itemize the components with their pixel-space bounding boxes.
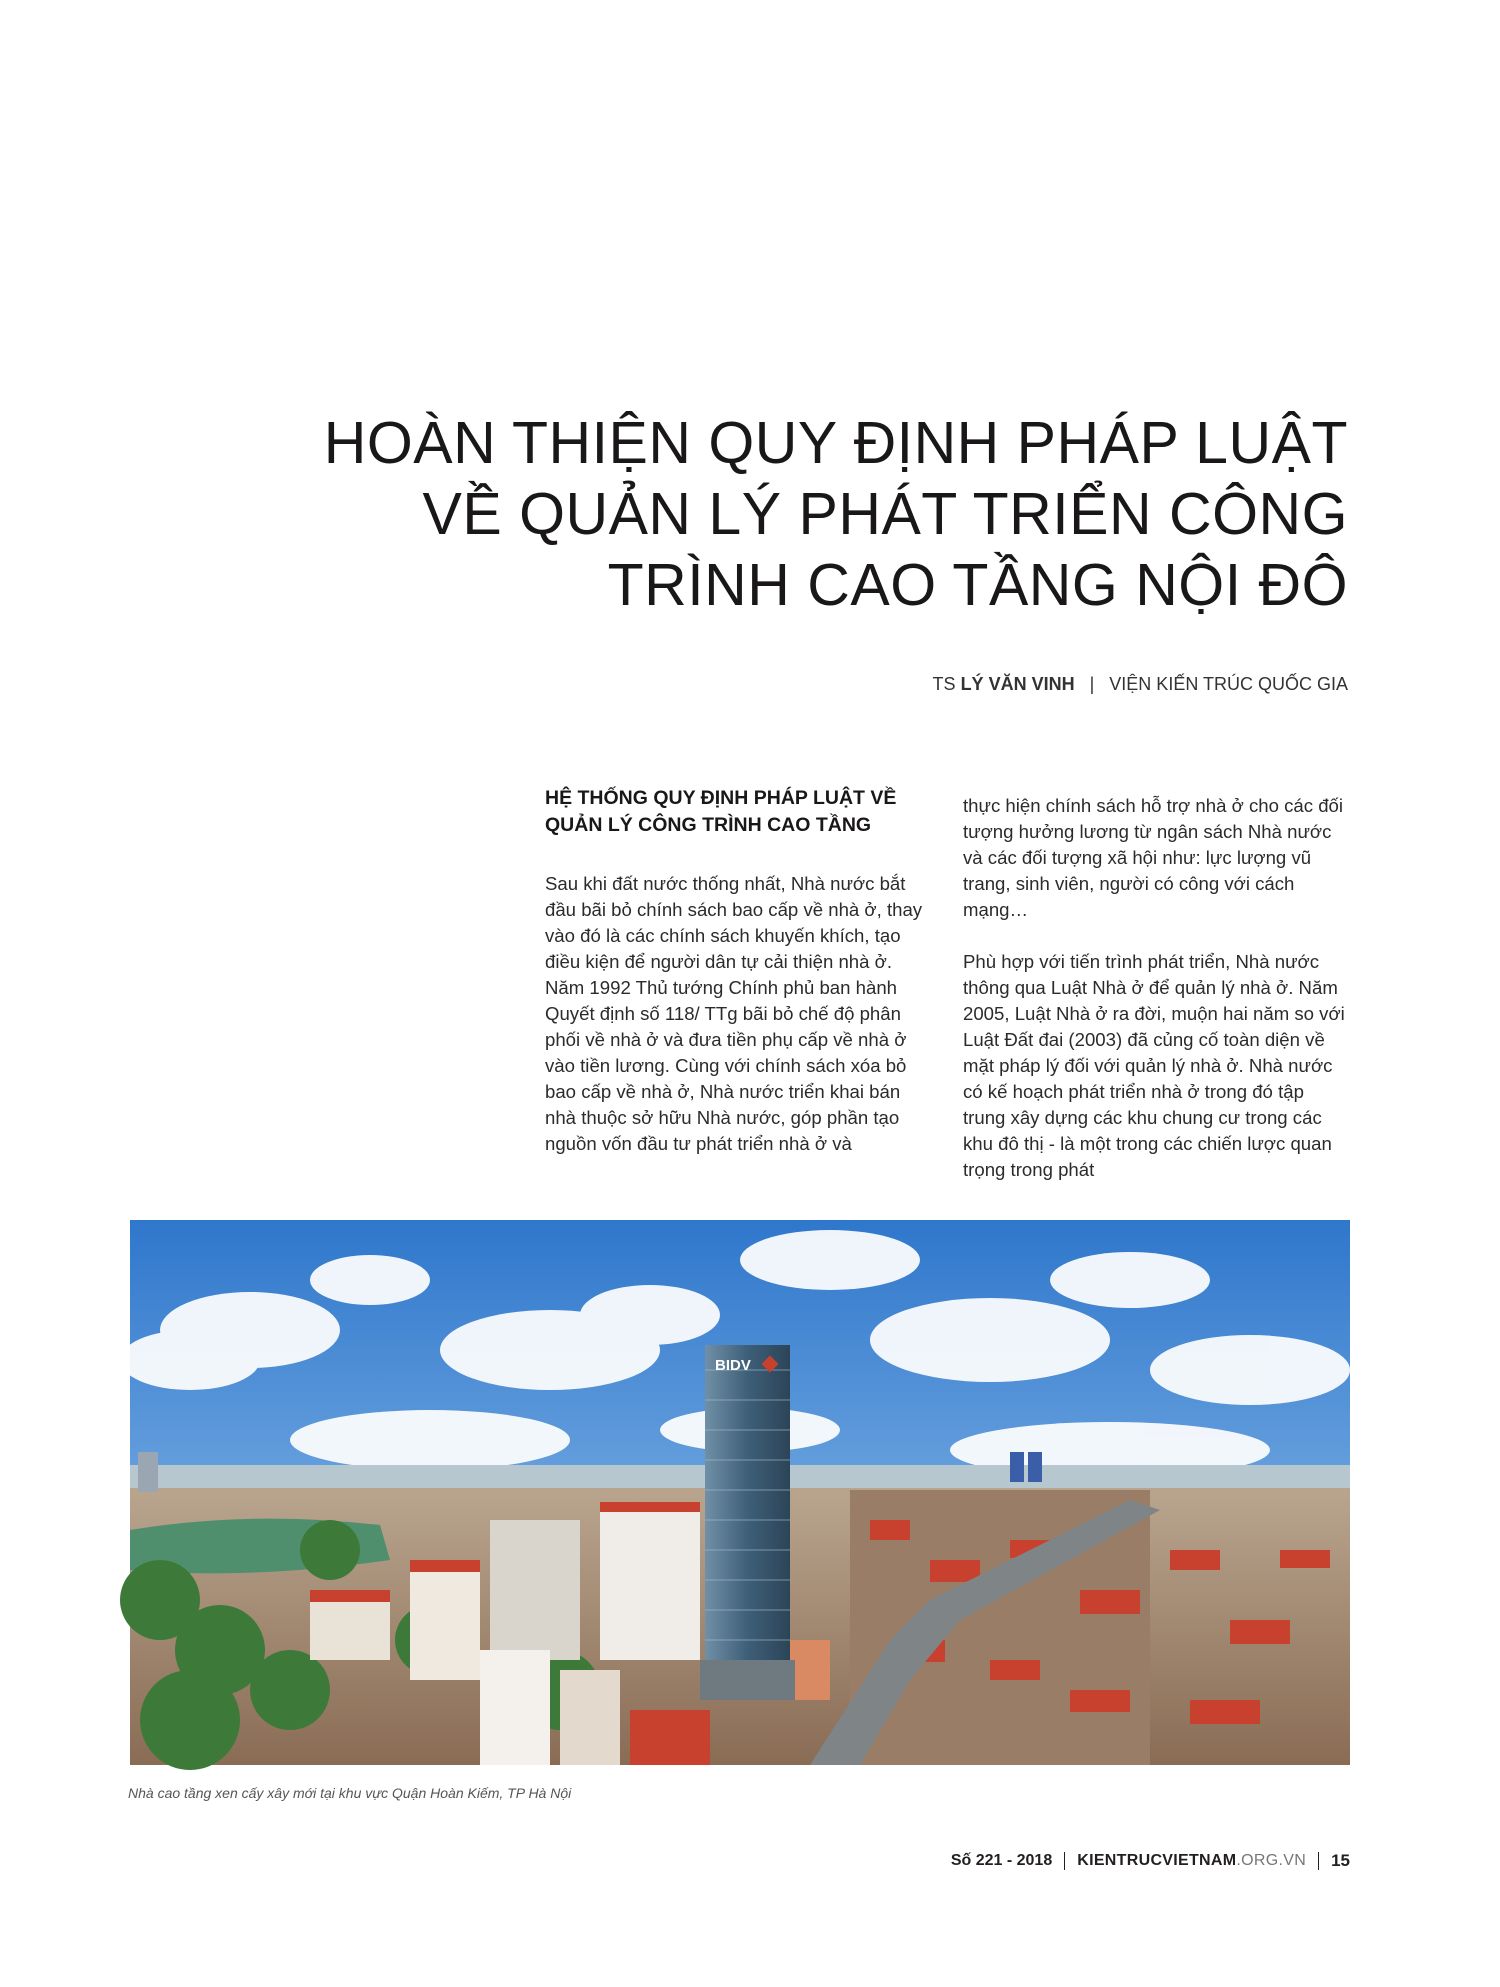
body-paragraph: thực hiện chính sách hỗ trợ nhà ở cho các đối tượng hưởng lương từ ngân sách Nhà nước và các đối tượng xã hội như: lực lượng vũ trang, sinh viên, người có công với cách mạng… [963,795,1344,920]
city-photo [130,1220,1350,1765]
text-column-2 [963,793,1348,1180]
author-affiliation: VIỆN KIẾN TRÚC QUỐC GIA [1109,674,1348,694]
byline-separator: | [1089,674,1095,694]
byline [933,674,1348,695]
site-main: KIENTRUCVIETNAM [1077,1852,1237,1869]
title-line-2: VỀ QUẢN LÝ PHÁT TRIỂN CÔNG [422,481,1348,547]
photo-caption: Nhà cao tầng xen cấy xây mới tại khu vực Quận Hoàn Kiếm, TP Hà Nội [128,1785,572,1801]
issue-number: Số 221 - 2018 [951,1852,1065,1870]
section-heading: HỆ THỐNG QUY ĐỊNH PHÁP LUẬT VỀ QUẢN LÝ CÔNG TRÌNH CAO TẦNG [545,787,897,836]
title-line-3: TRÌNH CAO TẦNG NỘI ĐÔ [607,552,1348,618]
tower-sign: BIDV [715,1357,751,1374]
body-paragraph: Sau khi đất nước thống nhất, Nhà nước bắt đầu bãi bỏ chính sách bao cấp về nhà ở, thay vào đó là các chính sách khuyến khích, tạo điều kiện để người dân tự cải thiện nhà ở. Năm 1992 Thủ tướng Chính phủ ban hành Quyết định số 118/ TTg bãi bỏ chế độ phân phối về nhà ở và đưa tiền phụ cấp về nhà ở vào tiền lương. Cùng với chính sách xóa bỏ bao cấp về nhà ở, Nhà nước triển khai bán nhà thuộc sở hữu Nhà nước, góp phần tạo nguồn vốn đầu tư phát triển nhà ở và [545,873,923,1154]
body-paragraph: Phù hợp với tiến trình phát triển, Nhà nước thông qua Luật Nhà ở để quản lý nhà ở. Năm 2005, Luật Nhà ở ra đời, muộn hai năm so với Luật Đất đai (2003) đã củng cố toàn diện về mặt pháp lý đối với quản lý nhà ở. Nhà nước có kế hoạch phát triển nhà ở trong đó tập trung xây dựng các khu chung cư trong các khu đô thị - là một trong các chiến lược quan trọng trong phát [963,951,1345,1180]
site-domain: .ORG.VN [1236,1852,1307,1869]
text-column-1 [545,785,930,1154]
author-prefix: TS [932,674,956,694]
title-line-1: HOÀN THIỆN QUY ĐỊNH PHÁP LUẬT [323,410,1348,476]
page-number: 15 [1331,1851,1350,1870]
site-name [1065,1852,1319,1870]
author-name: LÝ VĂN VINH [960,674,1075,694]
page-footer [951,1848,1350,1874]
article-title [248,408,1348,621]
